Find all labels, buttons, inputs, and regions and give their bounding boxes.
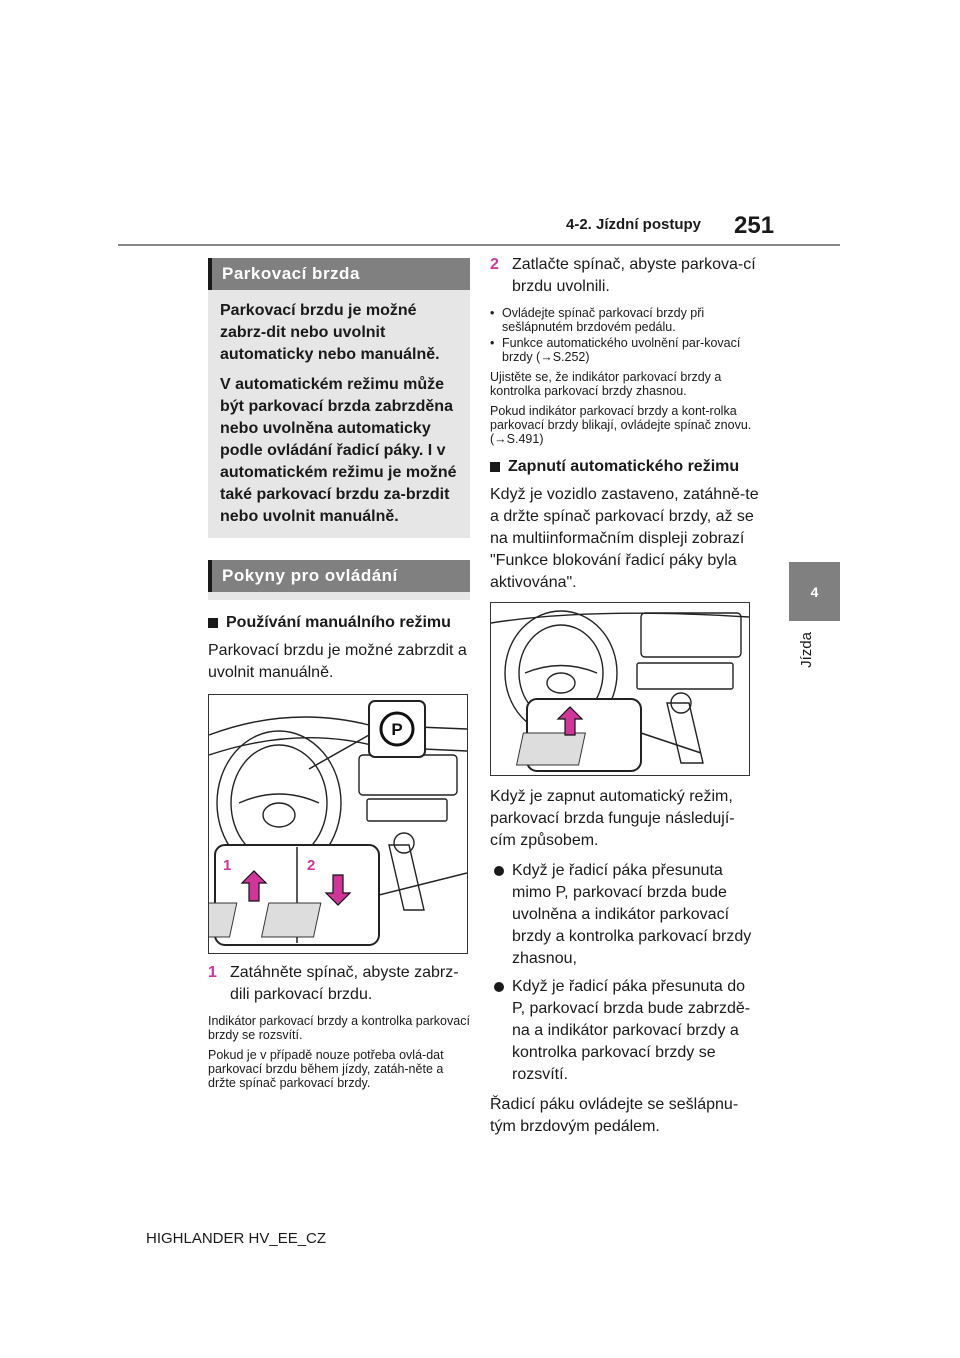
figure-label-2: 2 xyxy=(307,857,316,874)
manual-heading-text: Používání manuálního režimu xyxy=(226,614,451,631)
square-bullet-icon xyxy=(490,462,500,472)
step-text: Zatlačte spínač, abyste parkova-cí brzdu uvolnili. xyxy=(512,256,756,295)
left-column xyxy=(208,258,470,1096)
svg-text:P: P xyxy=(391,720,403,739)
step-number: 2 xyxy=(490,256,499,273)
box-pokyny-band xyxy=(208,592,470,600)
note: Ujistěte se, že indikátor parkovací brzdy a kontrolka parkovací brzdy zhasnou. xyxy=(490,370,722,398)
step-number: 1 xyxy=(208,964,217,981)
right-column xyxy=(490,254,760,1146)
manual-intro: Parkovací brzdu je možné zabrzdit a uvolnit manuálně. xyxy=(208,642,467,681)
box-parkovaci-brzda-body xyxy=(208,290,470,538)
header-rule xyxy=(118,244,840,246)
dashboard-illustration xyxy=(209,695,467,953)
figure-label-1: 1 xyxy=(223,857,232,874)
auto-intro: Když je vozidlo zastaveno, zatáhně-te a držte spínač parkovací brzdy, až se na multiinformačním displeji zobrazí "Funkce blokování řadicí páky byla aktivována". xyxy=(490,486,759,591)
step-2 xyxy=(490,254,760,298)
box-paragraph: Parkovací brzdu je možné zabrz-dit nebo uvolnit automaticky nebo manuálně. xyxy=(220,302,440,363)
step-text: Zatáhněte spínač, abyste zabrz-dili parkovací brzdu. xyxy=(230,964,459,1003)
box-parkovaci-brzda-title: Parkovací brzda xyxy=(208,258,470,290)
dot-item: Když je řadicí páka přesunuta do P, parkovací brzda bude zabrzdě-na a indikátor parkovací brzdy a kontrolka parkovací brzdy se rozsvítí. xyxy=(490,976,760,1086)
auto-after: Když je zapnut automatický režim, parkovací brzda funguje následují-cím způsobem. xyxy=(490,788,735,849)
auto-items xyxy=(490,860,760,1086)
auto-heading xyxy=(490,458,760,476)
manual-heading xyxy=(208,614,470,632)
bullet-item: • Funkce automatického uvolnění par-kovací brzdy (→S.252) xyxy=(490,336,760,364)
page-number: 251 xyxy=(734,212,775,239)
note: Pokud je v případě nouze potřeba ovlá-dat parkovací brzdu během jízdy, zatáh-něte a držte spínač parkovací brzdy. xyxy=(208,1048,444,1090)
step-2-bullets xyxy=(490,306,760,364)
auto-heading-text: Zapnutí automatického režimu xyxy=(508,458,740,475)
bullet-item: • Ovládejte spínač parkovací brzdy při sešlápnutém brzdovém pedálu. xyxy=(490,306,760,334)
chapter-tab: 4 xyxy=(789,562,840,621)
box-pokyny-title: Pokyny pro ovládání xyxy=(208,560,470,592)
note: Indikátor parkovací brzdy a kontrolka parkovací brzdy se rozsvítí. xyxy=(208,1014,470,1042)
note: Pokud indikátor parkovací brzdy a kont-rolka parkovací brzdy blikají, ovládejte spínač znovu. (→S.491) xyxy=(490,404,752,446)
section-title: 4-2. Jízdní postupy xyxy=(566,216,702,233)
figure-manual-switch xyxy=(208,694,468,954)
dashboard-illustration-auto xyxy=(491,603,749,775)
box-paragraph: V automatickém režimu může být parkovací brzda zabrzděna nebo uvolněna automaticky podle ovládání řadicí páky. I v automatickém režimu je možné také parkovací brzdu za-brzdit nebo uvolnit manuálně. xyxy=(220,376,457,525)
square-bullet-icon xyxy=(208,618,218,628)
step-1 xyxy=(208,962,470,1006)
figure-auto-mode xyxy=(490,602,750,776)
chapter-label: Jízda xyxy=(798,632,815,668)
dot-item: Když je řadicí páka přesunuta mimo P, parkovací brzda bude uvolněna a indikátor parkovací brzdy a kontrolka parkovací brzdy zhasnou, xyxy=(490,860,760,970)
footer-model: HIGHLANDER HV_EE_CZ xyxy=(146,1230,327,1247)
auto-final: Řadicí páku ovládejte se sešlápnu-tým brzdovým pedálem. xyxy=(490,1096,739,1135)
